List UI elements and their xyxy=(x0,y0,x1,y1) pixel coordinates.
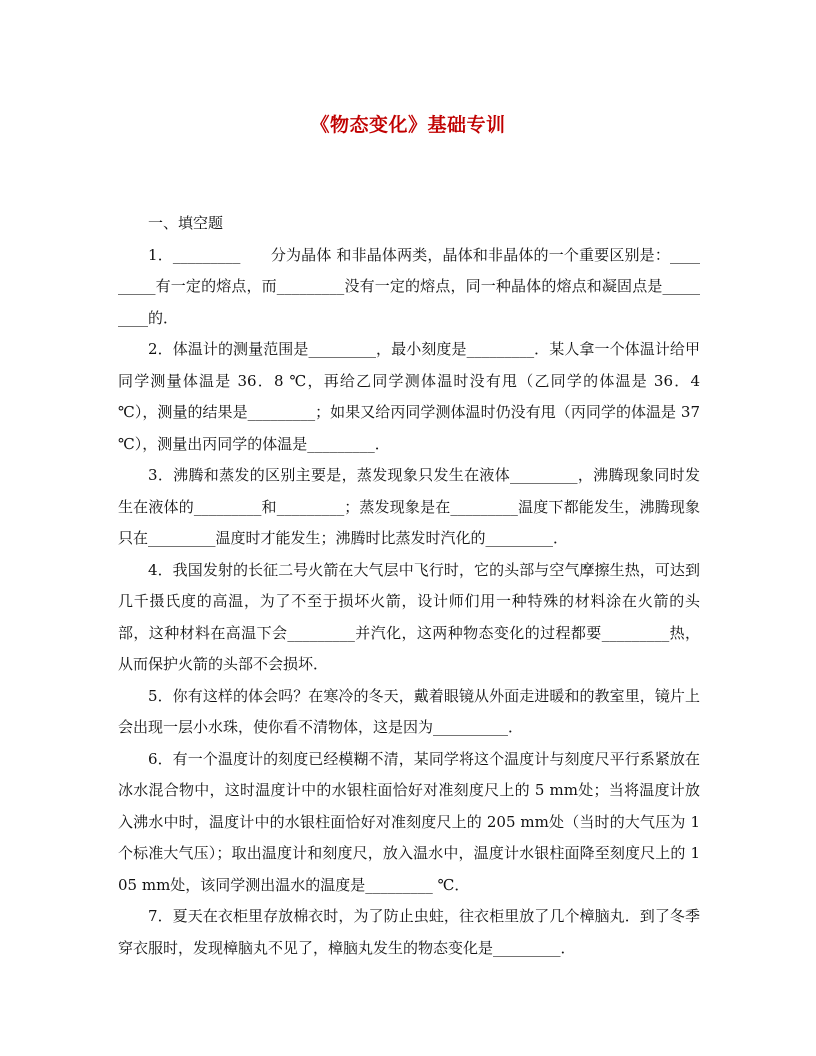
question-7: 7．夏天在衣柜里存放棉衣时，为了防止虫蛀，往衣柜里放了几个樟脑丸．到了冬季穿衣服时，发现樟脑丸不见了，樟脑丸发生的物态变化是_________． xyxy=(118,907,700,957)
question-3: 3．沸腾和蒸发的区别主要是，蒸发现象只发生在液体_________，沸腾现象同时发生在液体的_________和_________；蒸发现象是在_________温度下都能发生，沸腾现象只在_________温度时才能发生；沸腾时比蒸发时汽化的_________． xyxy=(118,466,700,547)
question-4: 4．我国发射的长征二号火箭在大气层中飞行时，它的头部与空气摩擦生热，可达到几千摄氏度的高温，为了不至于损坏火箭，设计师们用一种特殊的材料涂在火箭的头部，这种材料在高温下会_________并汽化，这两种物态变化的过程都要_________热，从而保护火箭的头部不会损坏． xyxy=(118,560,700,673)
page-title: 《物态变化》基础专训 xyxy=(310,114,506,136)
section-heading: 一、填空题 xyxy=(148,214,224,232)
document-body xyxy=(118,208,700,964)
question-2: 2．体温计的测量范围是_________，最小刻度是_________．某人拿一个体温计给甲同学测量体温是 36．8 ℃，再给乙同学测体温时没有甩（乙同学的体温是 36．4 ℃），测量的结果是_________；如果又给丙同学测体温时仍没有甩（丙同学的体温是 37 ℃），测量出丙同学的体温是_________． xyxy=(118,340,700,453)
question-1: 1．_________ 分为晶体 和非晶体两类，晶体和非晶体的一个重要区别是：_________有一定的熔点，而_________没有一定的熔点，同一种晶体的熔点和凝固点是_________的． xyxy=(118,245,700,327)
question-6: 6．有一个温度计的刻度已经模糊不清，某同学将这个温度计与刻度尺平行系紧放在冰水混合物中，这时温度计中的水银柱面恰好对准刻度尺上的 5 mm处；当将温度计放入沸水中时，温度计中的水银柱面恰好对准刻度尺上的 205 mm处（当时的大气压为 1 个标准大气压）；取出温度计和刻度尺，放入温水中，温度计水银柱面降至刻度尺上的 105 mm处，该同学测出温水的温度是_________ ℃． xyxy=(118,749,700,894)
question-5: 5．你有这样的体会吗？在寒冷的冬天，戴着眼镜从外面走进暖和的教室里，镜片上会出现一层小水珠，使你看不清物体，这是因为__________． xyxy=(118,686,700,736)
